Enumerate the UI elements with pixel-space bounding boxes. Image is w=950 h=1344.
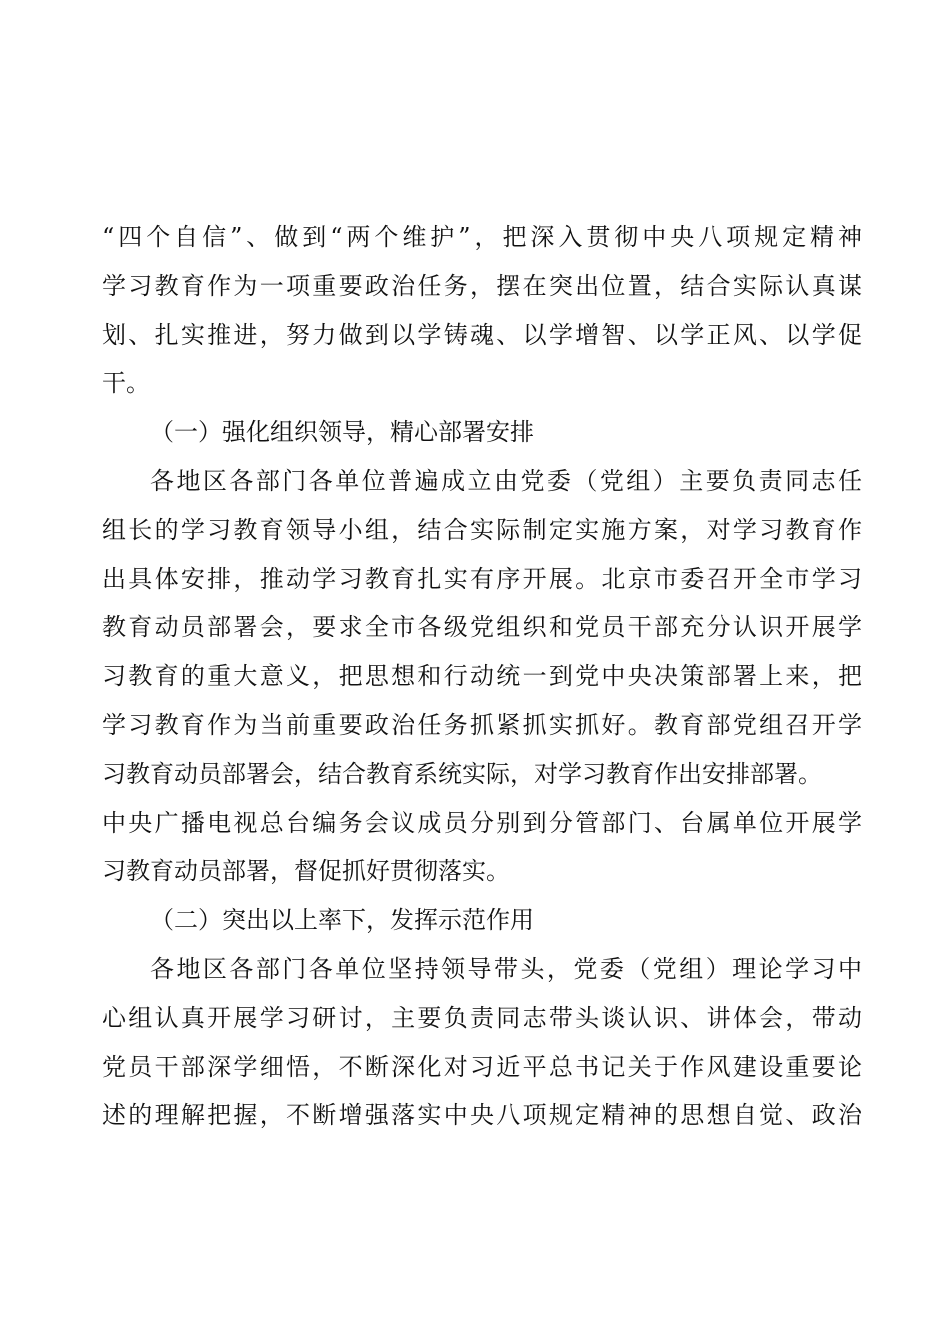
paragraph-line: 中央广播电视总台编务会议成员分别到分管部门、台属单位开展学 xyxy=(102,808,862,837)
paragraph-line: 各地区各部门各单位坚持领导带头，党委（党组）理论学习中 xyxy=(150,954,862,983)
paragraph-line: 心组认真开展学习研讨，主要负责同志带头谈认识、讲体会，带动 xyxy=(102,1003,862,1032)
paragraph-line: 划、扎实推进，努力做到以学铸魂、以学增智、以学正风、以学促 xyxy=(102,320,862,349)
paragraph-line: 各地区各部门各单位普遍成立由党委（党组）主要负责同志任 xyxy=(150,466,862,495)
paragraph-line: 干。 xyxy=(102,369,150,398)
document-body xyxy=(102,213,862,1140)
paragraph-line: 组长的学习教育领导小组，结合实际制定实施方案，对学习教育作 xyxy=(102,515,862,544)
section-heading-1: （一）强化组织领导，精心部署安排 xyxy=(150,418,534,447)
paragraph-line: 教育动员部署会，要求全市各级党组织和党员干部充分认识开展学 xyxy=(102,613,862,642)
paragraph-line: 习教育动员部署会，结合教育系统实际，对学习教育作出安排部署。 xyxy=(102,759,822,788)
paragraph-line: “四个自信”、做到“两个维护”，把深入贯彻中央八项规定精神 xyxy=(102,223,862,251)
paragraph-line: 出具体安排，推动学习教育扎实有序开展。北京市委召开全市学习 xyxy=(102,564,862,593)
paragraph-line: 习教育动员部署，督促抓好贯彻落实。 xyxy=(102,857,510,886)
paragraph-line: 习教育的重大意义，把思想和行动统一到党中央决策部署上来，把 xyxy=(102,662,862,691)
section-heading-2: （二）突出以上率下，发挥示范作用 xyxy=(150,906,534,935)
paragraph-line: 述的理解把握，不断增强落实中央八项规定精神的思想自觉、政治 xyxy=(102,1101,862,1130)
paragraph-line: 党员干部深学细悟，不断深化对习近平总书记关于作风建设重要论 xyxy=(102,1052,862,1081)
paragraph-line: 学习教育作为当前重要政治任务抓紧抓实抓好。教育部党组召开学 xyxy=(102,710,862,739)
paragraph-line: 学习教育作为一项重要政治任务，摆在突出位置，结合实际认真谋 xyxy=(102,271,862,300)
